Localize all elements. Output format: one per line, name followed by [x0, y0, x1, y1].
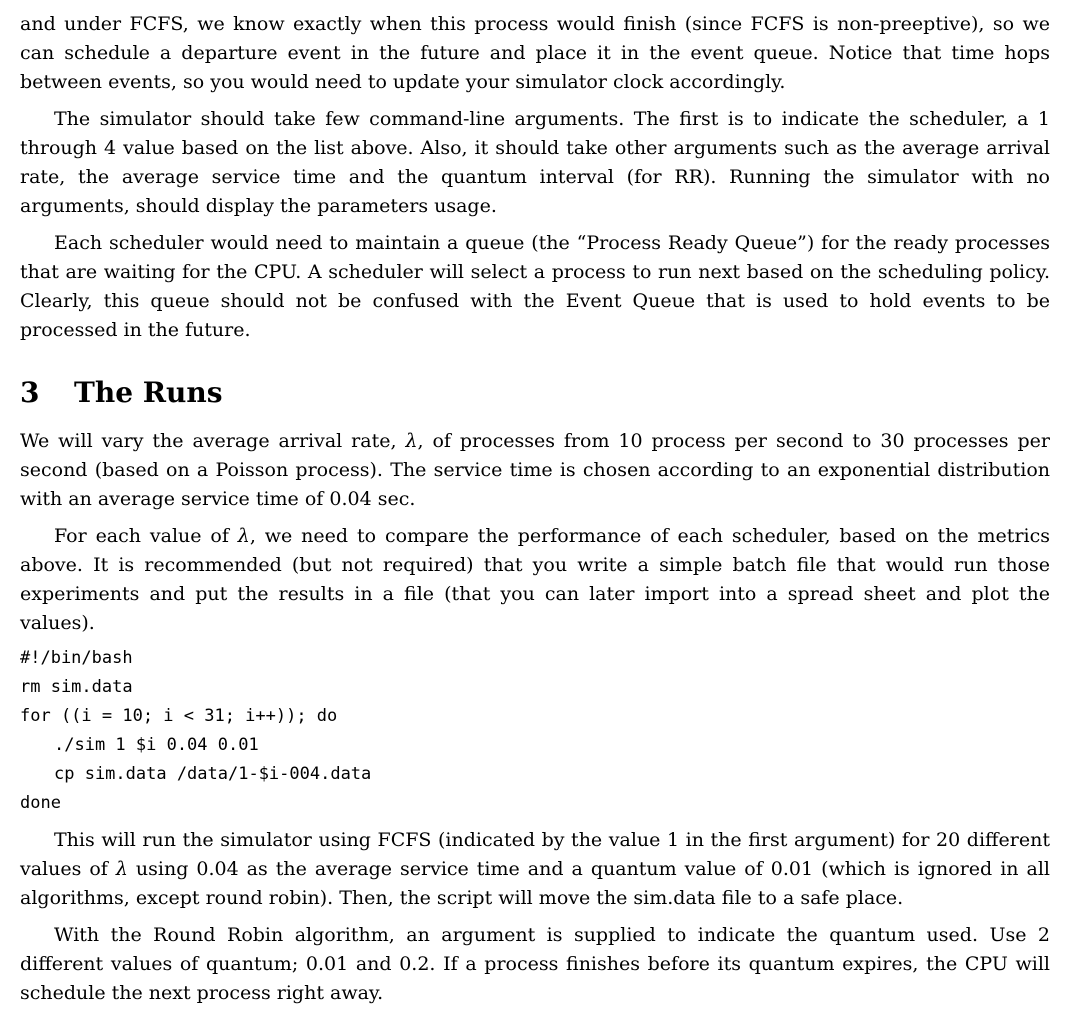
- code-line: ./sim 1 $i 0.04 0.01: [54, 735, 259, 755]
- document-page: [20, 10, 1050, 1008]
- text-run: , of processes from 10 process per second to 30 processes per second (based on a Poisson process). The service time is chosen according to an exponential distribution with an average service time of 0.04 sec.: [20, 430, 1050, 510]
- bash-script-code-block: [20, 644, 1050, 818]
- code-line: rm sim.data: [20, 677, 133, 697]
- code-line: cp sim.data /data/1-$i-004.data: [54, 764, 372, 784]
- paragraph-ready-queue: Each scheduler would need to maintain a queue (the “Process Ready Queue”) for the ready processes that are waiting for the CPU. A scheduler will select a process to run next based on the scheduling policy. Clearly, this queue should not be confused with the Event Queue that is used to hold events to be processed in the future.: [20, 232, 1050, 341]
- code-line: #!/bin/bash: [20, 648, 133, 668]
- lambda-symbol: λ: [115, 858, 128, 880]
- lambda-symbol: λ: [405, 430, 418, 452]
- text-run: , we need to compare the performance of each scheduler, based on the metrics above. It is recommended (but not required) that you write a simple batch file that would run those experiments and put the results in a file (that you can later import into a spread sheet and plot the values).: [20, 525, 1050, 634]
- section-heading: [20, 373, 1050, 413]
- lambda-symbol: λ: [237, 525, 250, 547]
- code-line: for ((i = 10; i < 31; i++)); do: [20, 706, 338, 726]
- paragraph-compare-performance: [20, 522, 1050, 638]
- paragraph-command-line-args: The simulator should take few command-line arguments. The first is to indicate the scheduler, a 1 through 4 value based on the list above. Also, it should take other arguments such as the average arrival rate, the average service time and the quantum interval (for RR). Running the simulator with no arguments, should display the parameters usage.: [20, 108, 1050, 217]
- paragraph-arrival-rate: [20, 427, 1050, 514]
- paragraph-script-explanation: [20, 826, 1050, 913]
- paragraph-round-robin-quantum: With the Round Robin algorithm, an argument is supplied to indicate the quantum used. Use 2 different values of quantum; 0.01 and 0.2. If a process finishes before its quantum expires, the CPU will schedule the next process right away.: [20, 924, 1050, 1004]
- text-run: This will run the simulator using FCFS (indicated by the value 1 in the first argument) for 20 different values of: [20, 829, 1050, 880]
- paragraph-fcfs-departure: and under FCFS, we know exactly when this process would finish (since FCFS is non-preeptive), so we can schedule a departure event in the future and place it in the event queue. Notice that time hops between events, so you would need to update your simulator clock accordingly.: [20, 13, 1050, 93]
- code-line: done: [20, 793, 61, 813]
- text-run: For each value of: [54, 525, 238, 547]
- section-number: 3: [20, 376, 40, 409]
- section-title: The Runs: [74, 376, 223, 409]
- text-run: using 0.04 as the average service time and a quantum value of 0.01 (which is ignored in all algorithms, except round robin). Then, the script will move the sim.data file to a safe place.: [20, 858, 1050, 909]
- text-run: We will vary the average arrival rate,: [20, 430, 406, 452]
